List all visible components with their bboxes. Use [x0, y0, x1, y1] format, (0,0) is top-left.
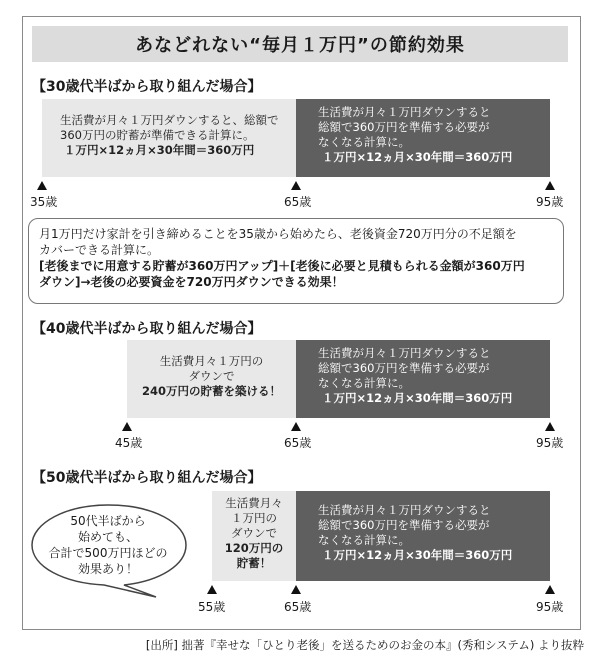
- bubble-line: 効果あり！: [77, 562, 138, 576]
- note-text: 月1万円だけ家計を引き締めることを35歳から始めたら、老後資金720万円分の不足額を: [39, 227, 517, 241]
- savings-result: 貯蓄！: [236, 556, 272, 570]
- note-text-bold: [老後までに用意する貯蓄が360万円アップ]＋[老後に必要と見積もられる金額が360万円: [39, 259, 525, 273]
- age-marker-icon: [37, 181, 47, 190]
- bubble-line: 50代半ばから: [70, 514, 146, 528]
- savings-text: ダウンで: [188, 369, 235, 383]
- note-text-bold: ダウン]→老後の必要資金を720万円ダウンできる効果！: [39, 275, 344, 289]
- age-label: 65歳: [284, 600, 312, 614]
- age-label: 95歳: [536, 436, 564, 450]
- reduction-formula: １万円×12ヵ月×30年間＝360万円: [322, 391, 513, 405]
- savings-block-50s: [212, 491, 296, 581]
- age-label: 55歳: [198, 600, 226, 614]
- age-label: 65歳: [284, 195, 312, 209]
- age-marker-icon: [291, 422, 301, 431]
- bubble-line: 合計で500万円ほどの: [48, 546, 168, 560]
- reduction-text: なくなる計算に。: [318, 376, 410, 390]
- age-label: 65歳: [284, 436, 312, 450]
- reduction-formula: １万円×12ヵ月×30年間＝360万円: [322, 150, 513, 164]
- reduction-block-40s: [296, 340, 550, 418]
- age-marker-icon: [291, 585, 301, 594]
- age-marker-icon: [545, 181, 555, 190]
- age-marker-icon: [291, 181, 301, 190]
- age-label: 45歳: [115, 436, 143, 450]
- reduction-text: 生活費が月々１万円ダウンすると: [318, 346, 491, 360]
- savings-formula: １万円×12ヵ月×30年間＝360万円: [64, 143, 255, 157]
- savings-block-30s: [42, 99, 296, 177]
- savings-text: ダウンで: [231, 526, 277, 540]
- age-marker-icon: [122, 422, 132, 431]
- savings-text: １万円の: [231, 511, 277, 525]
- note-text: カバーできる計算に。: [39, 243, 160, 257]
- section-heading-40s: 【40歳代半ばから取り組んだ場合】: [32, 321, 262, 337]
- savings-result: 240万円の貯蓄を築ける！: [141, 384, 281, 398]
- savings-text: 360万円の貯蓄が準備できる計算に。: [60, 128, 255, 142]
- reduction-text: 総額で360万円を準備する必要が: [318, 361, 490, 375]
- age-label: 95歳: [536, 600, 564, 614]
- age-marker-icon: [545, 422, 555, 431]
- reduction-text: 総額で360万円を準備する必要が: [318, 518, 490, 532]
- bubble-text: [34, 513, 182, 577]
- age-label: 95歳: [536, 195, 564, 209]
- age-label: 35歳: [30, 195, 58, 209]
- reduction-text: 生活費が月々１万円ダウンすると: [318, 105, 491, 119]
- savings-text: 生活費月々: [225, 496, 283, 510]
- savings-text: 生活費が月々１万円ダウンすると、総額で: [60, 113, 279, 127]
- speech-bubble: [28, 501, 188, 597]
- reduction-text: なくなる計算に。: [318, 135, 410, 149]
- age-marker-icon: [545, 585, 555, 594]
- page-title: あなどれない“毎月１万円”の節約効果: [32, 26, 568, 62]
- reduction-text: なくなる計算に。: [318, 533, 410, 547]
- reduction-block-30s: [296, 99, 550, 177]
- section-heading-30s: 【30歳代半ばから取り組んだ場合】: [32, 79, 262, 95]
- savings-block-40s: [127, 340, 296, 418]
- reduction-block-50s: [296, 491, 550, 581]
- source-citation: [出所] 拙著『幸せな「ひとり老後」を送るためのお金の本』(秀和システム) より抜粋: [145, 638, 584, 652]
- section-heading-50s: 【50歳代半ばから取り組んだ場合】: [32, 470, 262, 486]
- savings-text: 生活費月々１万円の: [159, 354, 264, 368]
- reduction-text: 生活費が月々１万円ダウンすると: [318, 503, 491, 517]
- reduction-formula: １万円×12ヵ月×30年間＝360万円: [322, 548, 513, 562]
- bubble-line: 始めても、: [77, 530, 138, 544]
- savings-result: 120万円の: [224, 541, 284, 555]
- summary-note: [28, 218, 564, 304]
- reduction-text: 総額で360万円を準備する必要が: [318, 120, 490, 134]
